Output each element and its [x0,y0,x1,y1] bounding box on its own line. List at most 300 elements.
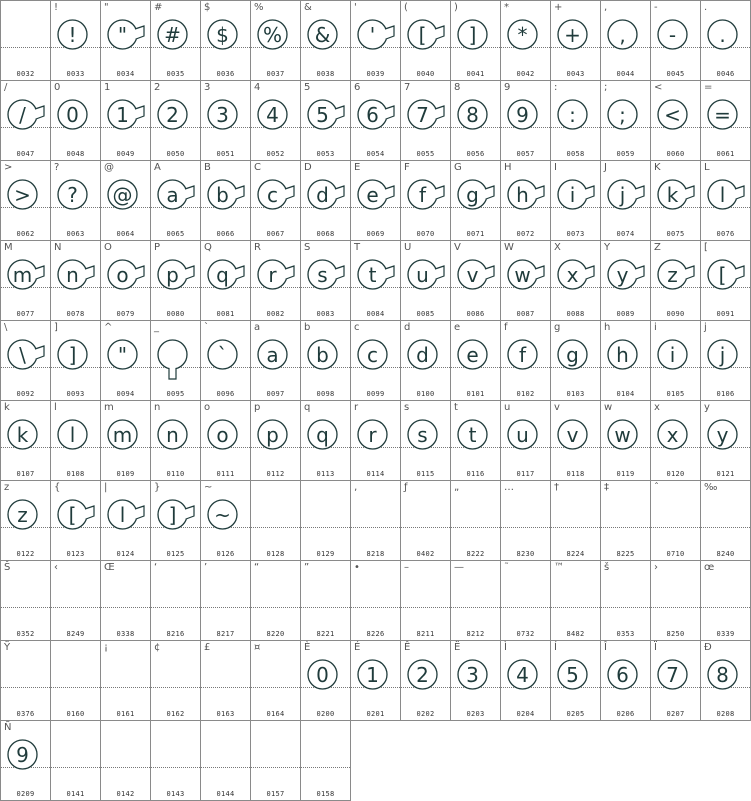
glyph-preview [1,481,52,551]
char-code: 0064 [116,230,135,238]
glyph-preview [201,161,252,231]
char-code: 0116 [466,470,485,478]
char-code: 0091 [716,310,735,318]
glyph-char: b [316,342,329,367]
char-code: 0200 [316,710,335,718]
glyph-cell[interactable] [400,80,451,161]
glyph-cell[interactable] [550,560,601,641]
char-label: Ð [704,642,712,653]
baseline-guide [601,527,650,528]
char-label: Ÿ [4,642,11,653]
glyph-cell[interactable] [700,480,751,561]
glyph-cell[interactable] [0,560,51,641]
glyph-preview [651,641,702,711]
char-code: 0208 [716,710,735,718]
glyph-cell[interactable] [50,160,101,241]
char-label: Ë [454,642,461,653]
glyph-cell[interactable] [500,400,551,481]
glyph-cell[interactable] [100,240,151,321]
glyph-char: \ [19,342,26,367]
char-label: p [254,402,261,413]
char-label: m [104,402,114,413]
char-code: 8240 [716,550,735,558]
char-label: H [504,162,512,173]
glyph-cell[interactable] [300,240,351,321]
glyph-cell[interactable] [250,720,301,801]
glyph-char: r [268,262,277,287]
glyph-cell[interactable] [250,0,301,81]
glyph-char: 4 [266,102,279,127]
char-label: l [54,402,57,413]
glyph-char: u [416,262,429,287]
glyph-char: v [566,422,579,447]
glyph-cell[interactable] [250,400,301,481]
glyph-cell[interactable] [550,80,601,161]
glyph-cell[interactable] [600,160,651,241]
char-code: 0048 [66,150,85,158]
glyph-cell[interactable] [400,560,451,641]
glyph-cell[interactable] [150,640,201,721]
glyph-char: w [614,422,631,447]
char-label: B [204,162,211,173]
glyph-char: : [569,102,576,127]
glyph-cell[interactable] [700,400,751,481]
glyph-cell[interactable] [150,400,201,481]
char-code: 0102 [516,390,535,398]
glyph-cell[interactable] [600,320,651,401]
glyph-cell[interactable] [650,400,701,481]
glyph-cell[interactable] [650,560,701,641]
glyph-cell[interactable] [500,240,551,321]
glyph-cell[interactable] [50,320,101,401]
char-label: V [454,242,461,253]
char-code: 0070 [416,230,435,238]
char-label: g [554,322,561,333]
glyph-preview [351,161,402,231]
char-label: W [504,242,514,253]
glyph-cell[interactable] [150,480,201,561]
glyph-cell[interactable] [250,160,301,241]
baseline-guide [701,527,750,528]
glyph-char: m [12,262,33,287]
char-code: 0111 [216,470,235,478]
glyph-char: s [317,262,328,287]
glyph-cell[interactable] [200,640,251,721]
glyph-preview [701,641,751,711]
glyph-preview [451,161,502,231]
glyph-preview [451,321,502,391]
glyph-cell[interactable] [600,640,651,721]
char-code: 0083 [316,310,335,318]
glyph-cell[interactable] [550,400,601,481]
glyph-cell[interactable] [0,640,51,721]
glyph-cell[interactable] [300,400,351,481]
baseline-guide [151,767,200,768]
glyph-cell[interactable] [650,240,701,321]
glyph-cell[interactable] [100,560,151,641]
char-label: & [304,2,312,13]
char-label: % [254,2,264,13]
char-label: z [4,482,10,493]
char-label: t [454,402,458,413]
char-code: 8250 [666,630,685,638]
char-label: 9 [504,82,511,93]
glyph-char: - [668,22,677,47]
char-label: " [104,2,109,13]
char-code: 0115 [416,470,435,478]
glyph-char: ] [68,342,77,367]
glyph-cell[interactable] [400,320,451,401]
char-code: 0112 [266,470,285,478]
glyph-cell[interactable] [450,160,501,241]
char-label: Q [204,242,212,253]
glyph-cell[interactable] [500,560,551,641]
glyph-cell[interactable] [700,80,751,161]
glyph-preview [201,401,252,471]
char-label: u [504,402,511,413]
glyph-char: s [417,422,428,447]
baseline-guide [351,527,400,528]
char-code: 0047 [16,150,35,158]
char-code: 0056 [466,150,485,158]
glyph-cell[interactable] [150,320,201,401]
char-code: 8211 [416,630,435,638]
glyph-cell[interactable] [500,0,551,81]
glyph-preview [551,1,602,71]
char-code: 0119 [616,470,635,478]
glyph-cell[interactable] [650,640,701,721]
char-code: 0088 [566,310,585,318]
glyph-cell[interactable] [0,320,51,401]
char-code: 0068 [316,230,335,238]
glyph-cell[interactable] [350,400,401,481]
baseline-guide [501,527,550,528]
glyph-cell[interactable] [550,160,601,241]
glyph-cell[interactable] [550,320,601,401]
char-code: 0114 [366,470,385,478]
glyph-cell[interactable] [50,640,101,721]
glyph-cell[interactable] [50,560,101,641]
char-code: 0098 [316,390,335,398]
glyph-cell[interactable] [0,0,51,81]
glyph-char: 9 [16,742,29,767]
glyph-cell[interactable] [400,640,451,721]
glyph-char: y [716,422,729,447]
glyph-cell[interactable] [350,0,401,81]
baseline-guide [551,527,600,528]
glyph-cell[interactable] [650,160,701,241]
char-code: 0037 [266,70,285,78]
glyph-char: 8 [716,662,729,687]
char-label: 3 [204,82,211,93]
glyph-cell[interactable] [300,160,351,241]
glyph-cell[interactable] [0,480,51,561]
glyph-cell[interactable] [600,480,651,561]
glyph-cell[interactable] [50,400,101,481]
glyph-cell[interactable] [700,0,751,81]
glyph-cell[interactable] [450,240,501,321]
glyph-preview [701,161,751,231]
glyph-cell[interactable] [400,240,451,321]
glyph-cell[interactable] [700,160,751,241]
char-code: 8226 [366,630,385,638]
glyph-cell[interactable] [300,480,351,561]
glyph-cell[interactable] [100,400,151,481]
glyph-cell[interactable] [200,560,251,641]
baseline-guide [201,767,250,768]
char-code: 0103 [566,390,585,398]
char-code: 0050 [166,150,185,158]
glyph-cell[interactable] [650,80,701,161]
glyph-preview [601,161,652,231]
glyph-cell[interactable] [150,560,201,641]
char-label: { [54,482,61,493]
glyph-cell[interactable] [150,160,201,241]
char-code: 0732 [516,630,535,638]
glyph-cell[interactable] [100,720,151,801]
glyph-char: 0 [316,662,329,687]
glyph-cell[interactable] [500,480,551,561]
char-label: Ñ [4,722,12,733]
char-label: ] [54,322,58,333]
glyph-preview [351,81,402,151]
glyph-preview [351,321,402,391]
char-label: k [4,402,10,413]
glyph-cell[interactable] [350,80,401,161]
char-code: 0054 [366,150,385,158]
glyph-cell[interactable] [450,0,501,81]
glyph-cell[interactable] [350,560,401,641]
glyph-preview [401,81,452,151]
glyph-char: [ [718,262,727,287]
glyph-cell[interactable] [400,480,451,561]
char-code: 0074 [616,230,635,238]
char-code: 0033 [66,70,85,78]
glyph-cell[interactable] [250,560,301,641]
glyph-cell[interactable] [450,400,501,481]
glyph-cell[interactable] [600,560,651,641]
glyph-cell[interactable] [0,400,51,481]
char-code: 0164 [266,710,285,718]
baseline-guide [351,607,400,608]
glyph-cell[interactable] [350,640,401,721]
glyph-cell[interactable] [250,320,301,401]
glyph-preview [301,161,352,231]
glyph-cell[interactable] [50,80,101,161]
char-label: Ê [404,642,411,653]
char-label: ‹ [54,562,58,573]
char-code: 0143 [166,790,185,798]
glyph-char: u [516,422,529,447]
char-code: 0058 [566,150,585,158]
glyph-cell[interactable] [200,240,251,321]
char-label: ƒ [404,482,408,493]
glyph-char: 7 [416,102,429,127]
glyph-cell[interactable] [650,0,701,81]
glyph-cell[interactable] [400,400,451,481]
char-code: 0044 [616,70,635,78]
char-label: [ [704,242,708,253]
glyph-cell[interactable] [700,640,751,721]
glyph-cell[interactable] [100,0,151,81]
glyph-cell[interactable] [550,240,601,321]
glyph-cell[interactable] [500,160,551,241]
glyph-cell[interactable] [100,160,151,241]
glyph-cell[interactable] [650,480,701,561]
char-code: 0161 [116,710,135,718]
glyph-cell[interactable] [150,240,201,321]
glyph-preview [501,321,552,391]
glyph-cell[interactable] [0,720,51,801]
glyph-cell[interactable] [50,240,101,321]
glyph-preview [201,481,252,551]
glyph-cell[interactable] [250,640,301,721]
glyph-cell[interactable] [50,0,101,81]
glyph-cell[interactable] [300,560,351,641]
glyph-cell[interactable] [100,480,151,561]
glyph-cell[interactable] [650,320,701,401]
glyph-cell[interactable] [0,80,51,161]
glyph-preview [101,161,152,231]
glyph-cell[interactable] [300,720,351,801]
char-label: n [154,402,161,413]
char-label: = [704,82,713,93]
glyph-cell[interactable] [300,0,351,81]
glyph-cell[interactable] [400,0,451,81]
glyph-char: $ [216,22,229,47]
glyph-preview [651,161,702,231]
glyph-cell[interactable] [100,80,151,161]
glyph-char: e [366,182,379,207]
glyph-cell[interactable] [0,240,51,321]
glyph-cell[interactable] [600,80,651,161]
glyph-preview [701,321,751,391]
glyph-cell[interactable] [150,720,201,801]
glyph-cell[interactable] [350,480,401,561]
char-code: 0207 [666,710,685,718]
glyph-cell[interactable] [600,0,651,81]
char-label: s [404,402,410,413]
glyph-cell[interactable] [50,480,101,561]
glyph-char: ' [369,22,376,47]
glyph-cell[interactable] [100,640,151,721]
glyph-cell[interactable] [500,320,551,401]
glyph-cell[interactable] [100,320,151,401]
char-code: 0376 [16,710,35,718]
char-code: 0081 [216,310,235,318]
glyph-cell[interactable] [250,480,301,561]
glyph-cell[interactable] [550,0,601,81]
glyph-cell[interactable] [350,320,401,401]
glyph-cell[interactable] [600,400,651,481]
glyph-cell[interactable] [350,160,401,241]
glyph-cell[interactable] [200,0,251,81]
glyph-char: c [367,342,378,367]
glyph-preview [101,401,152,471]
glyph-cell[interactable] [150,0,201,81]
baseline-guide [101,687,150,688]
char-code: 0065 [166,230,185,238]
glyph-cell[interactable] [400,160,451,241]
glyph-char: . [719,22,726,47]
glyph-cell[interactable] [450,480,501,561]
glyph-char: f [518,342,527,367]
glyph-cell[interactable] [500,80,551,161]
glyph-cell[interactable] [250,240,301,321]
glyph-preview [1,401,52,471]
glyph-cell[interactable] [300,640,351,721]
glyph-cell[interactable] [550,640,601,721]
baseline-guide [151,687,200,688]
glyph-cell[interactable] [450,560,501,641]
char-code: 0036 [216,70,235,78]
glyph-cell[interactable] [500,640,551,721]
glyph-preview [651,321,702,391]
glyph-char: z [17,502,28,527]
glyph-char: " [117,22,128,47]
char-code: 0126 [216,550,235,558]
glyph-cell[interactable] [450,320,501,401]
glyph-cell[interactable] [700,560,751,641]
char-label: U [404,242,412,253]
char-code: 0045 [666,70,685,78]
glyph-char: t [468,422,477,447]
glyph-preview [301,81,352,151]
glyph-cell[interactable] [300,80,351,161]
char-label: † [554,482,559,493]
glyph-cell[interactable] [600,240,651,321]
glyph-cell[interactable] [300,320,351,401]
glyph-preview [501,161,552,231]
char-label: › [654,562,658,573]
glyph-cell[interactable] [200,400,251,481]
glyph-cell[interactable] [200,80,251,161]
glyph-preview [301,1,352,71]
glyph-cell[interactable] [200,160,251,241]
char-label: K [654,162,661,173]
glyph-cell[interactable] [200,720,251,801]
glyph-char: n [66,262,79,287]
glyph-cell[interactable] [450,80,501,161]
glyph-preview [651,401,702,471]
glyph-cell[interactable] [550,480,601,561]
glyph-cell[interactable] [200,480,251,561]
glyph-char: [ [418,22,427,47]
char-code: 0057 [516,150,535,158]
glyph-preview [601,241,652,311]
char-code: 0089 [616,310,635,318]
glyph-cell[interactable] [150,80,201,161]
glyph-cell[interactable] [200,320,251,401]
glyph-char: ; [619,102,626,127]
glyph-cell[interactable] [0,160,51,241]
char-label: J [604,162,607,173]
char-label: 6 [354,82,361,93]
glyph-preview [401,321,452,391]
glyph-cell[interactable] [50,720,101,801]
char-code: 0059 [616,150,635,158]
glyph-char: d [316,182,329,207]
glyph-cell[interactable] [350,240,401,321]
glyph-cell[interactable] [700,240,751,321]
glyph-char: m [112,422,133,447]
baseline-guide [1,687,50,688]
glyph-cell[interactable] [250,80,301,161]
glyph-cell[interactable] [450,640,501,721]
char-label: | [104,482,108,493]
glyph-cell[interactable] [700,320,751,401]
glyph-preview [501,1,552,71]
